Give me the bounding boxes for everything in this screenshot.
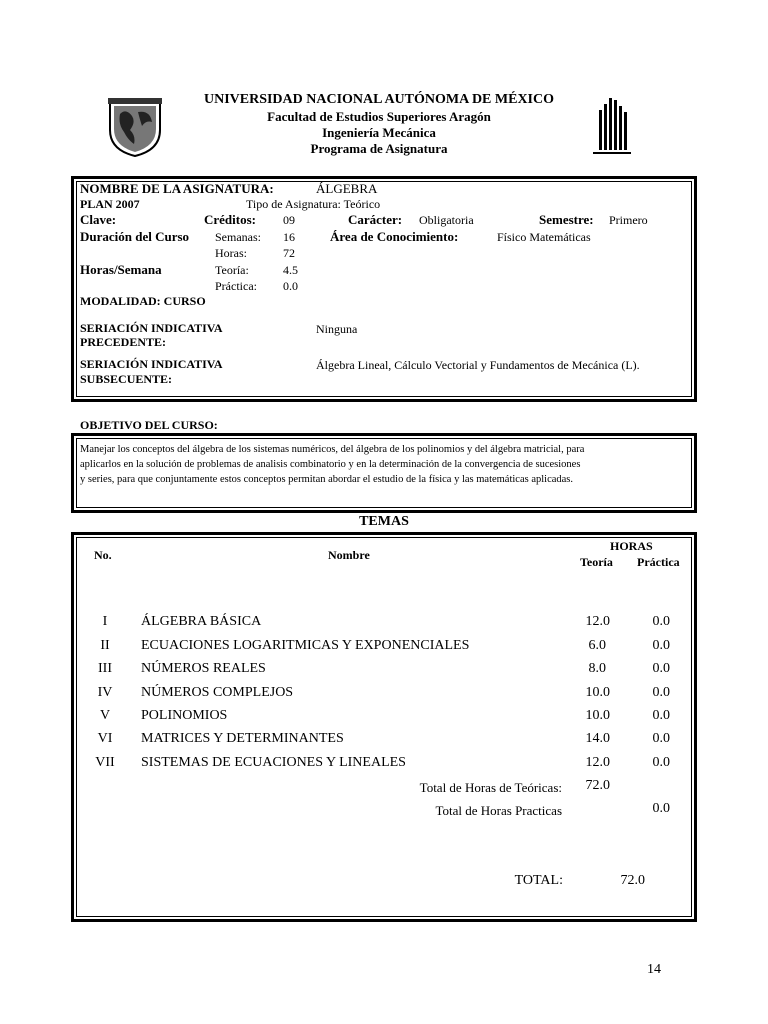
career-title: Ingeniería Mecánica <box>322 125 436 140</box>
area-label: Área de Conocimiento: <box>330 229 459 244</box>
university-title: UNIVERSIDAD NACIONAL AUTÓNOMA DE MÉXICO <box>203 92 555 107</box>
row-practica: 0.0 <box>652 614 670 629</box>
row-practica: 0.0 <box>652 638 670 653</box>
creditos-label: Créditos: <box>204 212 256 227</box>
row-nombre: NÚMEROS REALES <box>141 661 266 676</box>
objective-label: OBJETIVO DEL CURSO: <box>80 418 218 432</box>
horas-value: 72 <box>283 246 295 260</box>
row-practica: 0.0 <box>652 755 670 770</box>
modalidad: MODALIDAD: CURSO <box>80 294 206 308</box>
teoria-label: Teoría: <box>215 263 249 277</box>
seriacion-precedente-label: SERIACIÓN INDICATIVA <box>80 321 223 335</box>
horas-label: Horas: <box>215 246 247 260</box>
caracter-label: Carácter: <box>348 212 403 227</box>
row-practica: 0.0 <box>652 708 670 723</box>
seriacion-precedente-label-2: PRECEDENTE: <box>80 335 167 349</box>
row-practica: 0.0 <box>652 661 670 676</box>
seriacion-subsecuente-label: SERIACIÓN INDICATIVA <box>80 357 223 371</box>
row-no: V <box>99 708 111 723</box>
row-nombre: ÁLGEBRA BÁSICA <box>141 614 262 629</box>
seriacion-subsecuente-value: Álgebra Lineal, Cálculo Vectorial y Fundamentos de Mecánica (L). <box>316 358 640 372</box>
row-teoria: 10.0 <box>585 708 610 723</box>
temas-title: TEMAS <box>359 514 409 529</box>
semanas-label: Semanas: <box>215 230 261 244</box>
page-number: 14 <box>647 962 661 977</box>
total-label: TOTAL: <box>514 873 563 888</box>
row-teoria: 10.0 <box>585 685 610 700</box>
subject-label: NOMBRE DE LA ASIGNATURA: <box>80 181 274 196</box>
col-horas-header: HORAS <box>610 539 653 553</box>
row-teoria: 14.0 <box>585 731 610 746</box>
row-no: II <box>100 638 110 653</box>
row-no: I <box>102 614 108 629</box>
seriacion-subsecuente-label-2: SUBSECUENTE: <box>80 372 173 386</box>
creditos-value: 09 <box>283 213 295 227</box>
objective-line: y series, para que conjuntamente estos conceptos permitan abordar el estudio de la física y las matemáticas aplicadas. <box>80 474 574 485</box>
row-no: IV <box>97 685 113 700</box>
row-no: III <box>98 661 112 676</box>
teoria-value: 4.5 <box>283 263 298 277</box>
horas-semana-label: Horas/Semana <box>80 262 162 277</box>
total-practicas-label: Total de Horas Practicas <box>435 803 562 818</box>
row-practica: 0.0 <box>652 731 670 746</box>
caracter-value: Obligatoria <box>419 213 474 227</box>
area-value: Físico Matemáticas <box>497 230 591 244</box>
semestre-label: Semestre: <box>539 212 594 227</box>
objective-text <box>80 442 690 487</box>
objective-line: aplicarlos en la solución de problemas de analisis combinatorio y en la determinación de la convergencia de sucesiones <box>80 459 581 470</box>
row-no: VI <box>97 731 113 746</box>
total-teoricas-label: Total de Horas de Teóricas: <box>419 780 562 795</box>
practica-label: Práctica: <box>215 279 257 293</box>
row-nombre: NÚMEROS COMPLEJOS <box>141 685 294 700</box>
seriacion-precedente-value: Ninguna <box>316 322 358 336</box>
total-practicas-value: 0.0 <box>652 801 670 816</box>
total-value: 72.0 <box>620 873 645 888</box>
col-teoria-header: Teoría <box>580 555 613 569</box>
col-nombre-header: Nombre <box>328 548 370 562</box>
practica-value: 0.0 <box>283 279 298 293</box>
duracion-label: Duración del Curso <box>80 229 190 244</box>
row-nombre: ECUACIONES LOGARITMICAS Y EXPONENCIALES <box>141 638 470 653</box>
row-nombre: POLINOMIOS <box>141 708 228 723</box>
subject-type: Tipo de Asignatura: Teórico <box>246 197 381 211</box>
objective-line: Manejar los conceptos del álgebra de los sistemas numéricos, del álgebra de los polinomios y del álgebra matricial, para <box>80 444 585 455</box>
row-no: VII <box>95 755 115 770</box>
clave-label: Clave: <box>80 212 117 227</box>
col-no-header: No. <box>94 548 112 562</box>
row-nombre: SISTEMAS DE ECUACIONES Y LINEALES <box>141 755 406 770</box>
row-practica: 0.0 <box>652 685 670 700</box>
row-teoria: 6.0 <box>588 638 606 653</box>
subject-name: ÁLGEBRA <box>316 181 378 196</box>
row-teoria: 12.0 <box>585 614 610 629</box>
col-practica-header: Práctica <box>637 555 680 569</box>
program-title: Programa de Asignatura <box>310 141 448 156</box>
row-nombre: MATRICES Y DETERMINANTES <box>141 731 344 746</box>
semestre-value: Primero <box>609 213 648 227</box>
row-teoria: 8.0 <box>588 661 606 676</box>
plan-label: PLAN 2007 <box>80 197 140 211</box>
row-teoria: 12.0 <box>585 755 610 770</box>
semanas-value: 16 <box>283 230 295 244</box>
faculty-title: Facultad de Estudios Superiores Aragón <box>267 109 491 124</box>
temas-box <box>71 532 697 922</box>
total-teoricas-value: 72.0 <box>585 778 610 793</box>
